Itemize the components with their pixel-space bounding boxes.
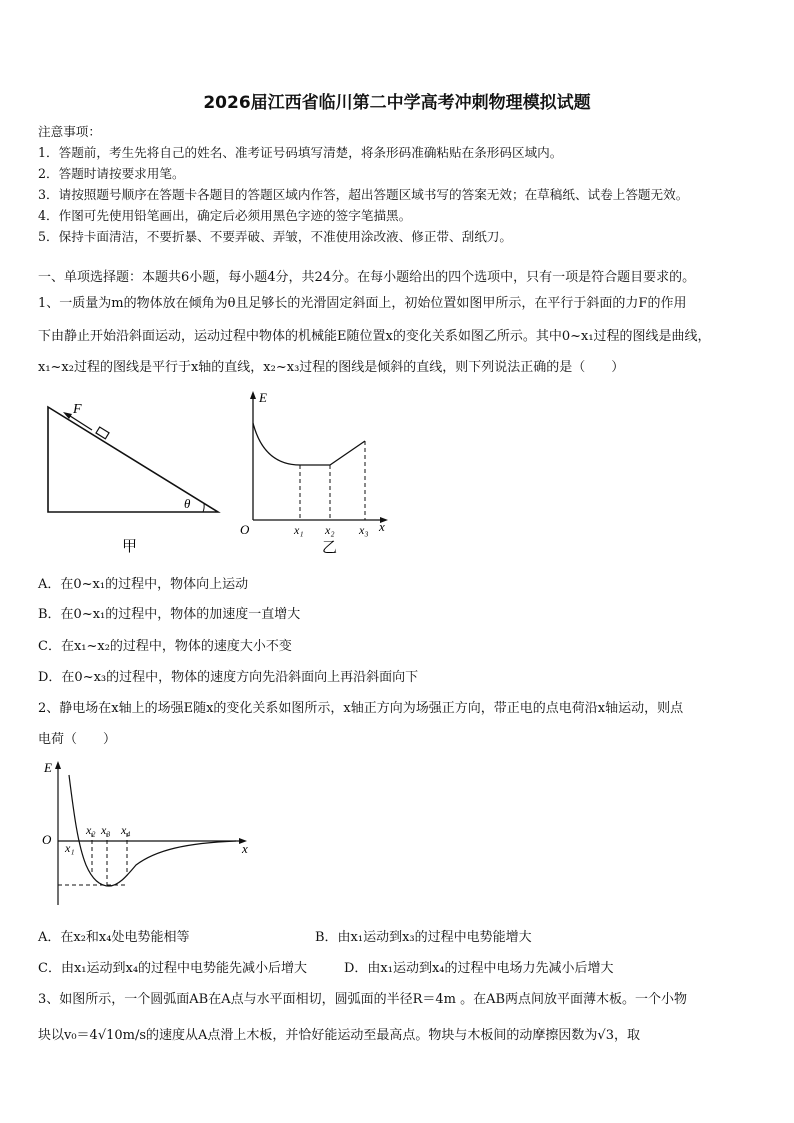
tick-label: x₁ — [65, 841, 75, 855]
figure-caption: 乙 — [322, 540, 338, 556]
option: B．在0~x₁的过程中，物体的加速度一直增大 — [38, 607, 301, 622]
tick-label: x₃ — [101, 823, 111, 837]
option: B．由x₁运动到x₃的过程中电势能增大 — [315, 930, 532, 945]
x-axis-label: x — [242, 841, 248, 856]
option: A．在x₂和x₄处电势能相等 — [38, 930, 190, 945]
y-axis-label: E — [44, 760, 52, 775]
tick-label: x₄ — [121, 823, 131, 837]
question-3-line: 3、如图所示，一个圆弧面AB在A点与水平面相切，圆弧面的半径R＝4m 。在AB两点间放平面薄木板。一个小物 — [38, 992, 688, 1007]
notice-item: 4．作图可先使用铅笔画出，确定后必须用黑色字迹的签字笔描黑。 — [38, 208, 412, 223]
force-label: F — [73, 402, 82, 417]
tick-label: x₁ — [294, 523, 304, 537]
figure-caption: 甲 — [122, 539, 138, 555]
page-title: 2026届江西省临川第二中学高考冲刺物理模拟试题 — [203, 93, 591, 113]
question-1-line: x₁~x₂过程的图线是平行于x轴的直线，x₂~x₃过程的图线是倾斜的直线，则下列说法正确的是（ ） — [38, 360, 625, 375]
section-heading: 一、单项选择题：本题共6小题，每小题4分，共24分。在每小题给出的四个选项中，只有一项是符合题目要求的。 — [38, 270, 696, 285]
tick-label: x₃ — [359, 523, 369, 537]
angle-label: θ — [184, 496, 191, 511]
origin-label: O — [42, 832, 52, 847]
tick-label: x₂ — [325, 523, 335, 537]
question-1-line: 下由静止开始沿斜面运动，运动过程中物体的机械能E随位置x的变化关系如图乙所示。其中0~x₁过程的图线是曲线， — [38, 329, 711, 344]
question-2-line: 电荷（ ） — [38, 732, 117, 747]
notice-item: 1．答题前，考生先将自己的姓名、准考证号码填写清楚，将条形码准确粘贴在条形码区域内。 — [38, 145, 563, 160]
notice-item: 5．保持卡面清洁，不要折暴、不要弄破、弄皱，不准使用涂改液、修正带、刮纸刀。 — [38, 229, 512, 244]
energy-position-graph — [230, 385, 400, 560]
option: D．在0~x₃的过程中，物体的速度方向先沿斜面向上再沿斜面向下 — [38, 670, 419, 685]
tick-label: x₂ — [86, 823, 96, 837]
question-1-line: 1、一质量为m的物体放在倾角为θ且足够长的光滑固定斜面上，初始位置如图甲所示，在平行于斜面的力F的作用 — [38, 296, 687, 311]
origin-label: O — [240, 522, 250, 537]
notice-heading: 注意事项： — [38, 124, 101, 139]
question-2-line: 2、静电场在x轴上的场强E随x的变化关系如图所示，x轴正方向为场强正方向，带正电的点电荷沿x轴运动，则点 — [38, 701, 684, 716]
option: A．在0~x₁的过程中，物体向上运动 — [38, 577, 249, 592]
y-axis-label: E — [259, 390, 267, 405]
x-axis-label: x — [379, 519, 385, 534]
notice-item: 2．答题时请按要求用笔。 — [38, 166, 185, 181]
incline-figure — [40, 395, 240, 560]
notice-item: 3．请按照题号顺序在答题卡各题目的答题区域内作答，超出答题区域书写的答案无效；在草稿纸、试卷上答题无效。 — [38, 187, 689, 202]
option: C．在x₁~x₂的过程中，物体的速度大小不变 — [38, 639, 292, 654]
option: D．由x₁运动到x₄的过程中电场力先减小后增大 — [344, 961, 614, 976]
option: C．由x₁运动到x₄的过程中电势能先减小后增大 — [38, 961, 308, 976]
question-3-line: 块以v₀＝4√10m/s的速度从A点滑上木板，并恰好能运动至最高点。物块与木板间的动摩擦因数为√3，取 — [38, 1028, 640, 1043]
field-position-graph — [36, 755, 266, 915]
